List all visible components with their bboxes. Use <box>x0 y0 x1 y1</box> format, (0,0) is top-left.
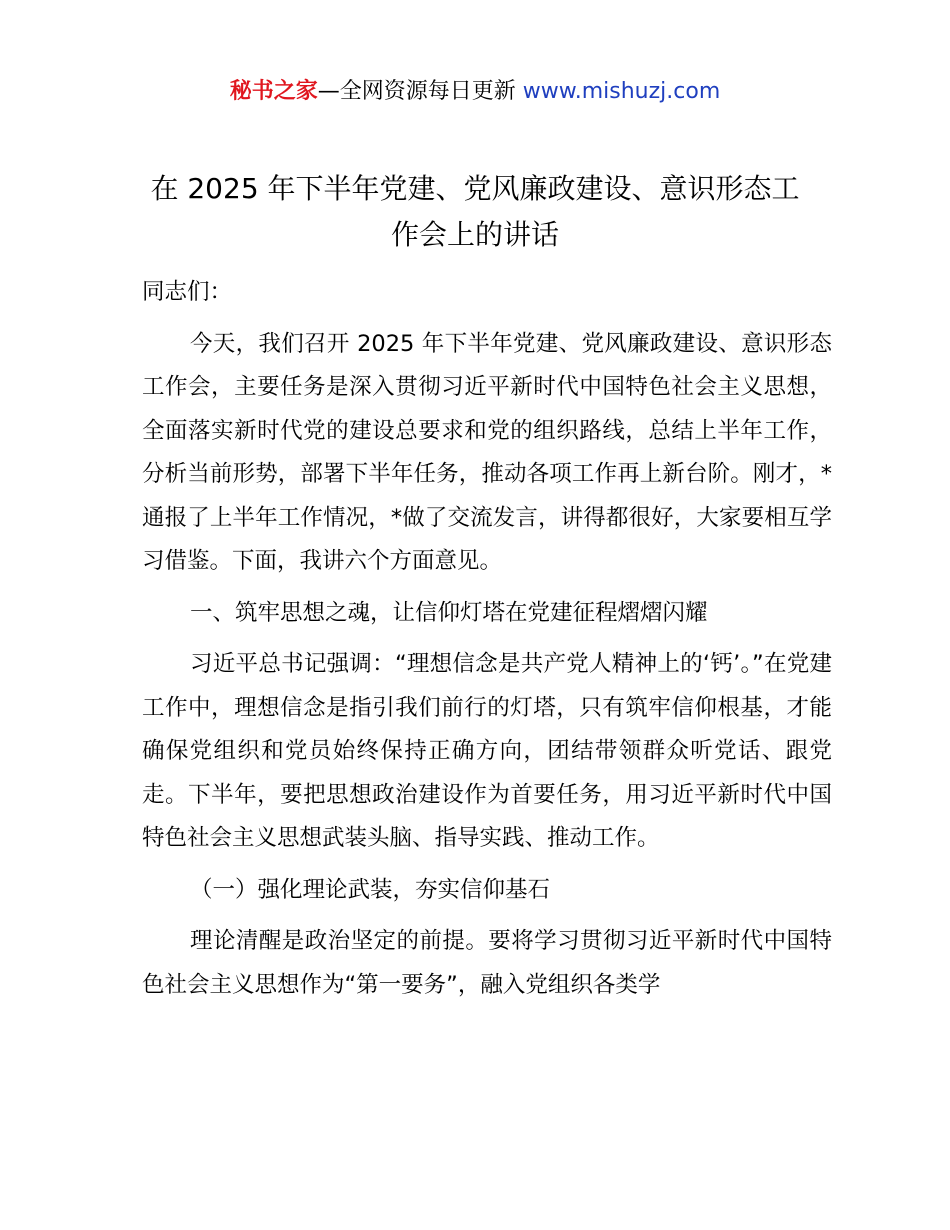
subsection-1-paragraph: 理论清醒是政治坚定的前提。要将学习贯彻习近平新时代中国特色社会主义思想作为“第一要务”，融入党组织各类学 <box>142 928 832 998</box>
salutation: 同志们： <box>142 279 233 305</box>
site-url-link[interactable]: www.mishuzj.com <box>522 79 721 104</box>
brand-name: 秘书之家 <box>229 79 318 104</box>
document-body <box>142 271 832 1015</box>
section-heading-1: 一、筑牢思想之魂，让信仰灯塔在党建征程熠熠闪耀 <box>190 599 708 626</box>
intro-paragraph: 今天，我们召开 2025 年下半年党建、党风廉政建设、意识形态工作会，主要任务是深入贯彻习近平新时代中国特色社会主义思想，全面落实新时代党的建设总要求和党的组织路线，总结上半年工作，分析当前形势，部署下半年任务，推动各项工作再上新台阶。刚才，*通报了上半年工作情况，*做了交流发言，讲得都很好，大家要相互学习借鉴。下面，我讲六个方面意见。 <box>142 330 832 574</box>
document-title: 在 2025 年下半年党建、党风廉政建设、意识形态工作会上的讲话 <box>150 172 800 251</box>
header-tagline: —全网资源每日更新 <box>317 79 516 104</box>
subsection-heading-1: （一）强化理论武装，夯实信仰基石 <box>190 876 551 903</box>
section-1-paragraph: 习近平总书记强调：“理想信念是共产党人精神上的‘钙’。”在党建工作中，理想信念是指引我们前行的灯塔，只有筑牢信仰根基，才能确保党组织和党员始终保持正确方向，团结带领群众听党话、跟党走。下半年，要把思想政治建设作为首要任务，用习近平新时代中国特色社会主义思想武装头脑、指导实践、推动工作。 <box>142 651 832 851</box>
site-header <box>0 76 950 108</box>
